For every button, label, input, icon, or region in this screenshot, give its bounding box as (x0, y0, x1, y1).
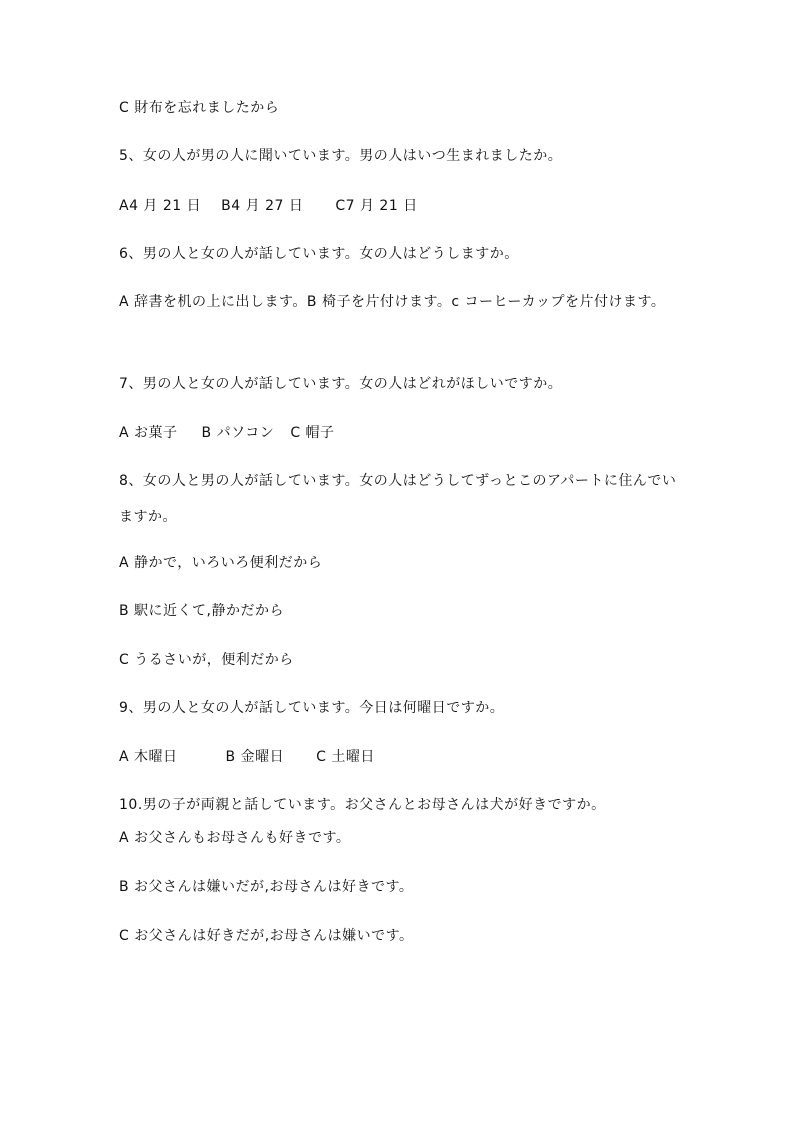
answer-option-q8-c: C うるさいが，便利だから (119, 652, 294, 668)
answer-options-q5 (119, 196, 418, 216)
answer-option-q4-c: C 財布を忘れましたから (119, 100, 280, 116)
answer-option-q10-c: C お父さんは好きだが,お母さんは嫌いです。 (119, 928, 414, 944)
option-c: C 土曜日 (316, 749, 375, 765)
option-a: A 木曜日 (119, 749, 178, 765)
answer-option-q10-a: A お父さんもお母さんも好きです。 (119, 830, 351, 846)
option-a: A お菓子 (119, 425, 178, 441)
answer-options-q6: A 辞書を机の上に出します。B 椅子を片付けます。c コーヒーカップを片付けます。 (119, 294, 666, 310)
answer-options-q9 (119, 747, 375, 767)
option-c: C 帽子 (290, 425, 335, 441)
question-6: 6、男の人と女の人が話しています。女の人はどうしますか。 (119, 246, 519, 262)
question-5: 5、女の人が男の人に聞いています。男の人はいつ生まれましたか。 (119, 148, 563, 164)
answer-options-q7 (119, 423, 335, 443)
option-b: B 金曜日 (225, 749, 285, 765)
question-10: 10.男の子が両親と話しています。お父さんとお母さんは犬が好きですか。 (119, 797, 606, 813)
option-b: B パソコン (201, 425, 275, 441)
option-b: B4 月 27 日 (221, 198, 304, 214)
question-8: 8、女の人と男の人が話しています。女の人はどうしてずっとこのアパートに住んでいますか。 (119, 473, 677, 525)
option-a: A4 月 21 日 (119, 198, 202, 214)
option-c: C7 月 21 日 (335, 198, 418, 214)
answer-option-q8-b: B 駅に近くて,静かだから (119, 603, 285, 619)
answer-option-q10-b: B お父さんは嫌いだが,お母さんは好きです。 (119, 879, 414, 895)
question-7: 7、男の人と女の人が話しています。女の人はどれがほしいですか。 (119, 376, 563, 392)
question-9: 9、男の人と女の人が話しています。今日は何曜日ですか。 (119, 700, 505, 716)
answer-option-q8-a: A 静かで，いろいろ便利だから (119, 555, 323, 571)
